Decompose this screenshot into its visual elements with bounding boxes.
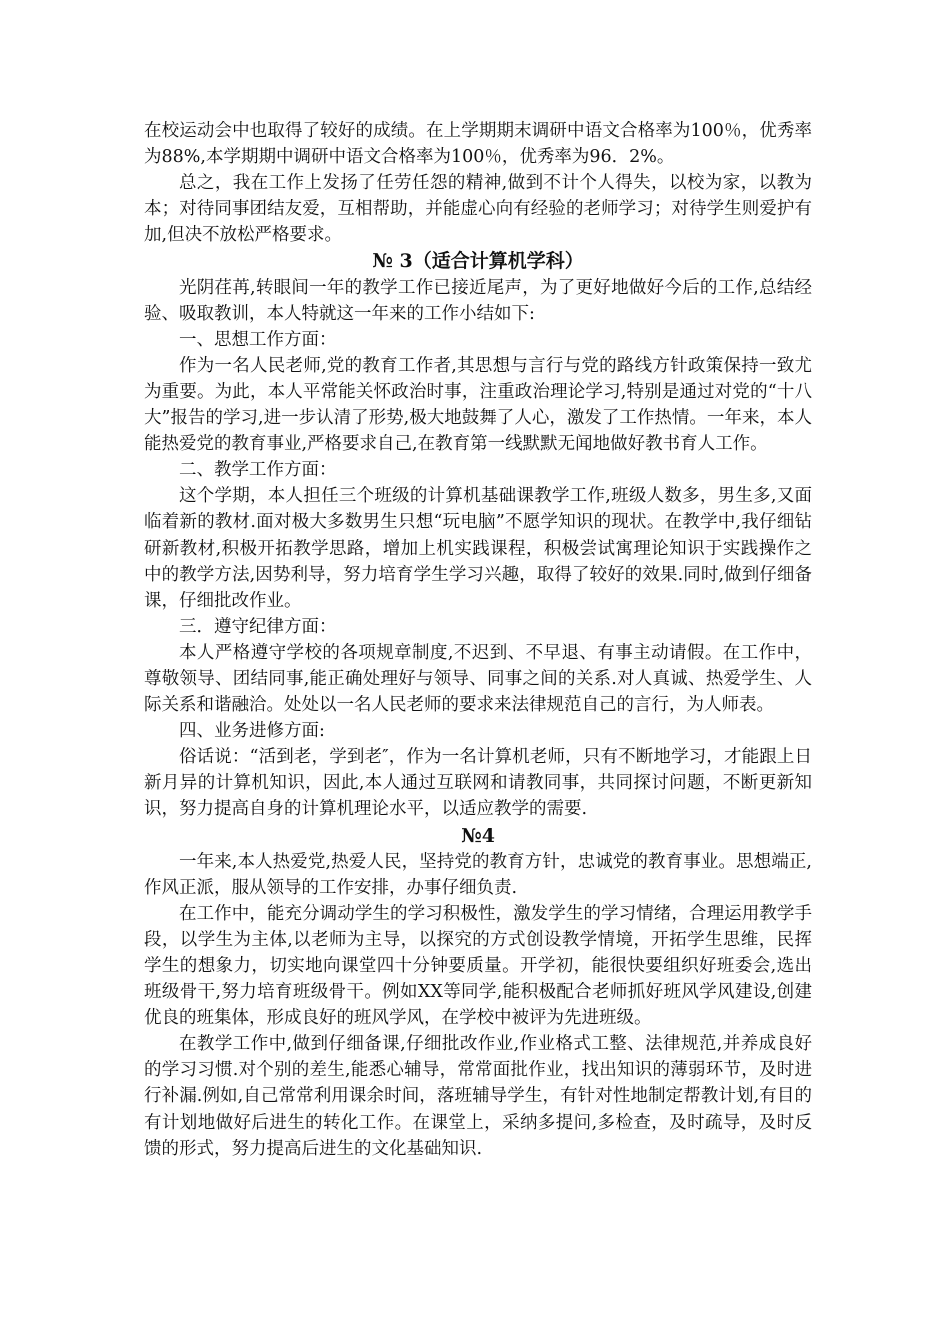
paragraph-summary: 总之，我在工作上发扬了任劳任怨的精神,做到不计个人得失，以校为家，以教为本；对待同事团结友爱，互相帮助，并能虚心向有经验的老师学习；对待学生则爱护有加,但决不放松严格要求。 — [144, 173, 812, 246]
paragraph-teaching-work: 这个学期，本人担任三个班级的计算机基础课教学工作,班级人数多，男生多,又面临着新的教材.面对极大多数男生只想“玩电脑”不愿学知识的现状。在教学中,我仔细钻研新教材,积极开拓教学思路，增加上机实践课程，积极尝试寓理论知识于实践操作之中的教学方法,因势利导，努力培育学生学习兴趣，取得了较好的效果.同时,做到仔细备课，仔细批改作业。 — [144, 486, 812, 611]
paragraph-year-overview: 一年来,本人热爱党,热爱人民，坚持党的教育方针，忠诚党的教育事业。思想端正,作风正派，服从领导的工作安排，办事仔细负责. — [144, 851, 812, 898]
subheading-professional-study: 四、业务进修方面: — [179, 721, 325, 742]
section-heading-4: №4 — [461, 824, 495, 847]
section-heading-3: № 3（适合计算机学科） — [372, 250, 584, 273]
subheading-discipline: 三．遵守纪律方面： — [179, 616, 337, 637]
document-page — [144, 118, 812, 1162]
paragraph-professional-study: 俗话说：“活到老，学到老″，作为一名计算机老师，只有不断地学习，才能跟上日新月异的计算机知识，因此,本人通过互联网和请教同事，共同探讨问题，不断更新知识，努力提高自身的计算机理论水平，以适应教学的需要. — [144, 747, 812, 820]
subheading-thought-work: 一、思想工作方面： — [179, 329, 337, 350]
paragraph-thought-work: 作为一名人民老师,党的教育工作者,其思想与言行与党的路线方针政策保持一致尤为重要。为此，本人平常能关怀政治时事，注重政治理论学习,特别是通过对党的“十八大”报告的学习,进一步认清了形势,极大地鼓舞了人心，激发了工作热情。一年来，本人能热爱党的教育事业,严格要求自己,在教育第一线默默无闻地做好教书育人工作。 — [144, 355, 812, 455]
paragraph-intro: 光阴荏苒,转眼间一年的教学工作已接近尾声，为了更好地做好今后的工作,总结经验、吸取教训，本人特就这一年来的工作小结如下: — [144, 277, 812, 324]
paragraph-discipline: 本人严格遵守学校的各项规章制度,不迟到、不早退、有事主动请假。在工作中，尊敬领导、团结同事,能正确处理好与领导、同事之间的关系.对人真诚、热爱学生、人际关系和谐融洽。处处以一名人民老师的要求来法律规范自己的言行，为人师表。 — [144, 642, 812, 716]
paragraph-sports-meeting-results: 在校运动会中也取得了较好的成绩。在上学期期末调研中语文合格率为100％，优秀率为88%,本学期期中调研中语文合格率为100％，优秀率为96．2%。 — [144, 121, 812, 168]
paragraph-work-methods: 在工作中，能充分调动学生的学习积极性，激发学生的学习情绪，合理运用教学手段，以学生为主体,以老师为主导，以探究的方式创设教学情境，开拓学生思维，民挥学生的想象力，切实地向课堂四十分钟要质量。开学初，能很快要组织好班委会,选出班级骨干,努力培育班级骨干。例如XX等同学,能积极配合老师抓好班风学风建设,创建优良的班集体，形成良好的班风学风，在学校中被评为先进班级。 — [144, 903, 812, 1029]
paragraph-teaching-practice: 在教学工作中,做到仔细备课,仔细批改作业,作业格式工整、法律规范,并养成良好的学习习惯.对个别的差生,能悉心辅导，常常面批作业，找出知识的薄弱环节，及时进行补漏.例如,自己常常利用课余时间，落班辅导学生，有针对性地制定帮教计划,有目的有计划地做好后进生的转化工作。在课堂上，采纳多提问,多检查，及时疏导，及时反馈的形式，努力提高后进生的文化基础知识. — [144, 1034, 812, 1159]
subheading-teaching-work: 二、教学工作方面： — [179, 460, 337, 481]
